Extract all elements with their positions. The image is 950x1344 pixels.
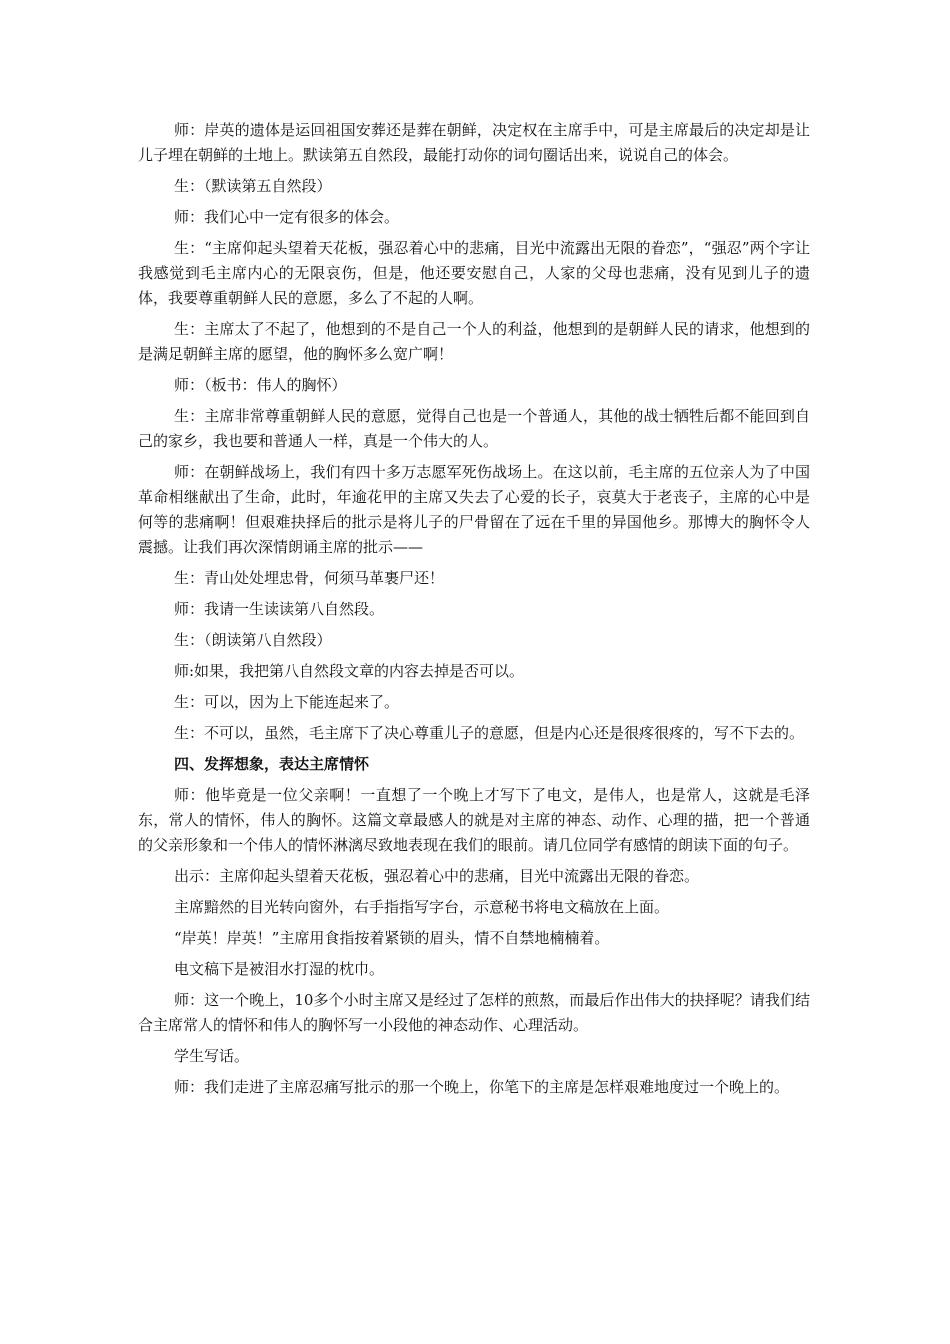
paragraph: 生：主席非常尊重朝鲜人民的意愿，觉得自己也是一个普通人，其他的战士牺牲后都不能回到自己的家乡，我也要和普通人一样，真是一个伟大的人。 [138, 407, 810, 450]
paragraph: 师：（板书：伟人的胸怀） [174, 376, 347, 394]
paragraph: 生：（朗读第八自然段） [174, 631, 332, 649]
paragraph: 师：他毕竟是一位父亲啊！一直想了一个晚上才写下了电文，是伟人，也是常人，这就是毛泽东，常人的情怀，伟人的胸怀。这篇文章最感人的就是对主席的神态、动作、心理的描，把一个普通的父亲形象和一个伟人的情怀淋漓尽致地表现在我们的眼前。请几位同学有感情的朗读下面的句子。 [138, 786, 810, 854]
paragraph: “岸英！岸英！”主席用食指按着紧锁的眉头，情不自禁地楠楠着。 [174, 929, 610, 947]
paragraph: 生：主席太了不起了，他想到的不是自己一个人的利益，他想到的是朝鲜人民的请求，他想到的是满足朝鲜主席的愿望，他的胸怀多么宽广啊！ [138, 320, 810, 363]
document-page [138, 118, 810, 1106]
paragraph: 生：青山处处埋忠骨，何须马革裹尸还！ [174, 569, 445, 587]
paragraph: 师：我请一生读读第八自然段。 [174, 600, 385, 618]
paragraph: 师：这一个晚上，10多个小时主席又是经过了怎样的煎熬，而最后作出伟大的抉择呢？请我们结合主席常人的情怀和伟人的胸怀写一小段他的神态动作、心理活动。 [138, 991, 810, 1034]
paragraph: 师：我们心中一定有很多的体会。 [174, 208, 400, 226]
paragraph: 出示：主席仰起头望着天花板，强忍着心中的悲痛，目光中流露出无限的眷恋。 [174, 867, 700, 885]
paragraph: 生：可以，因为上下能连起来了。 [174, 693, 400, 711]
paragraph: 电文稿下是被泪水打湿的枕巾。 [174, 960, 385, 978]
paragraph: 学生写话。 [174, 1047, 250, 1065]
paragraph: 生：不可以，虽然，毛主席下了决心尊重儿子的意愿，但是内心还是很疼很疼的，写不下去的。 [174, 724, 805, 742]
paragraph: 师：我们走进了主席忍痛写批示的那一个晚上，你笔下的主席是怎样艰难地度过一个晚上的。 [174, 1078, 790, 1096]
section-heading: 四、发挥想象，表达主席情怀 [174, 755, 370, 773]
paragraph: 生：“主席仰起头望着天花板，强忍着心中的悲痛，目光中流露出无限的眷恋”，“强忍”两个字让我感觉到毛主席内心的无限哀伤，但是，他还要安慰自己，人家的父母也悲痛，没有见到儿子的遗体，我要尊重朝鲜人民的意愿，多么了不起的人啊。 [138, 239, 810, 307]
paragraph: 师:如果，我把第八自然段文章的内容去掉是否可以。 [174, 662, 525, 680]
paragraph: 师：在朝鲜战场上，我们有四十多万志愿军死伤战场上。在这以前，毛主席的五位亲人为了中国革命相继献出了生命，此时，年逾花甲的主席又失去了心爱的长子，哀莫大于老丧子，主席的心中是何等的悲痛啊！但艰难抉择后的批示是将儿子的尸骨留在了远在千里的异国他乡。那博大的胸怀令人震撼。让我们再次深情朗诵主席的批示—— [138, 463, 810, 556]
paragraph: 师：岸英的遗体是运回祖国安葬还是葬在朝鲜，决定权在主席手中，可是主席最后的决定却是让儿子埋在朝鲜的土地上。默读第五自然段，最能打动你的词句圈话出来，说说自己的体会。 [138, 121, 810, 164]
paragraph: 主席黯然的目光转向窗外，右手指指写字台，示意秘书将电文稿放在上面。 [174, 898, 670, 916]
paragraph: 生：（默读第五自然段） [174, 177, 332, 195]
